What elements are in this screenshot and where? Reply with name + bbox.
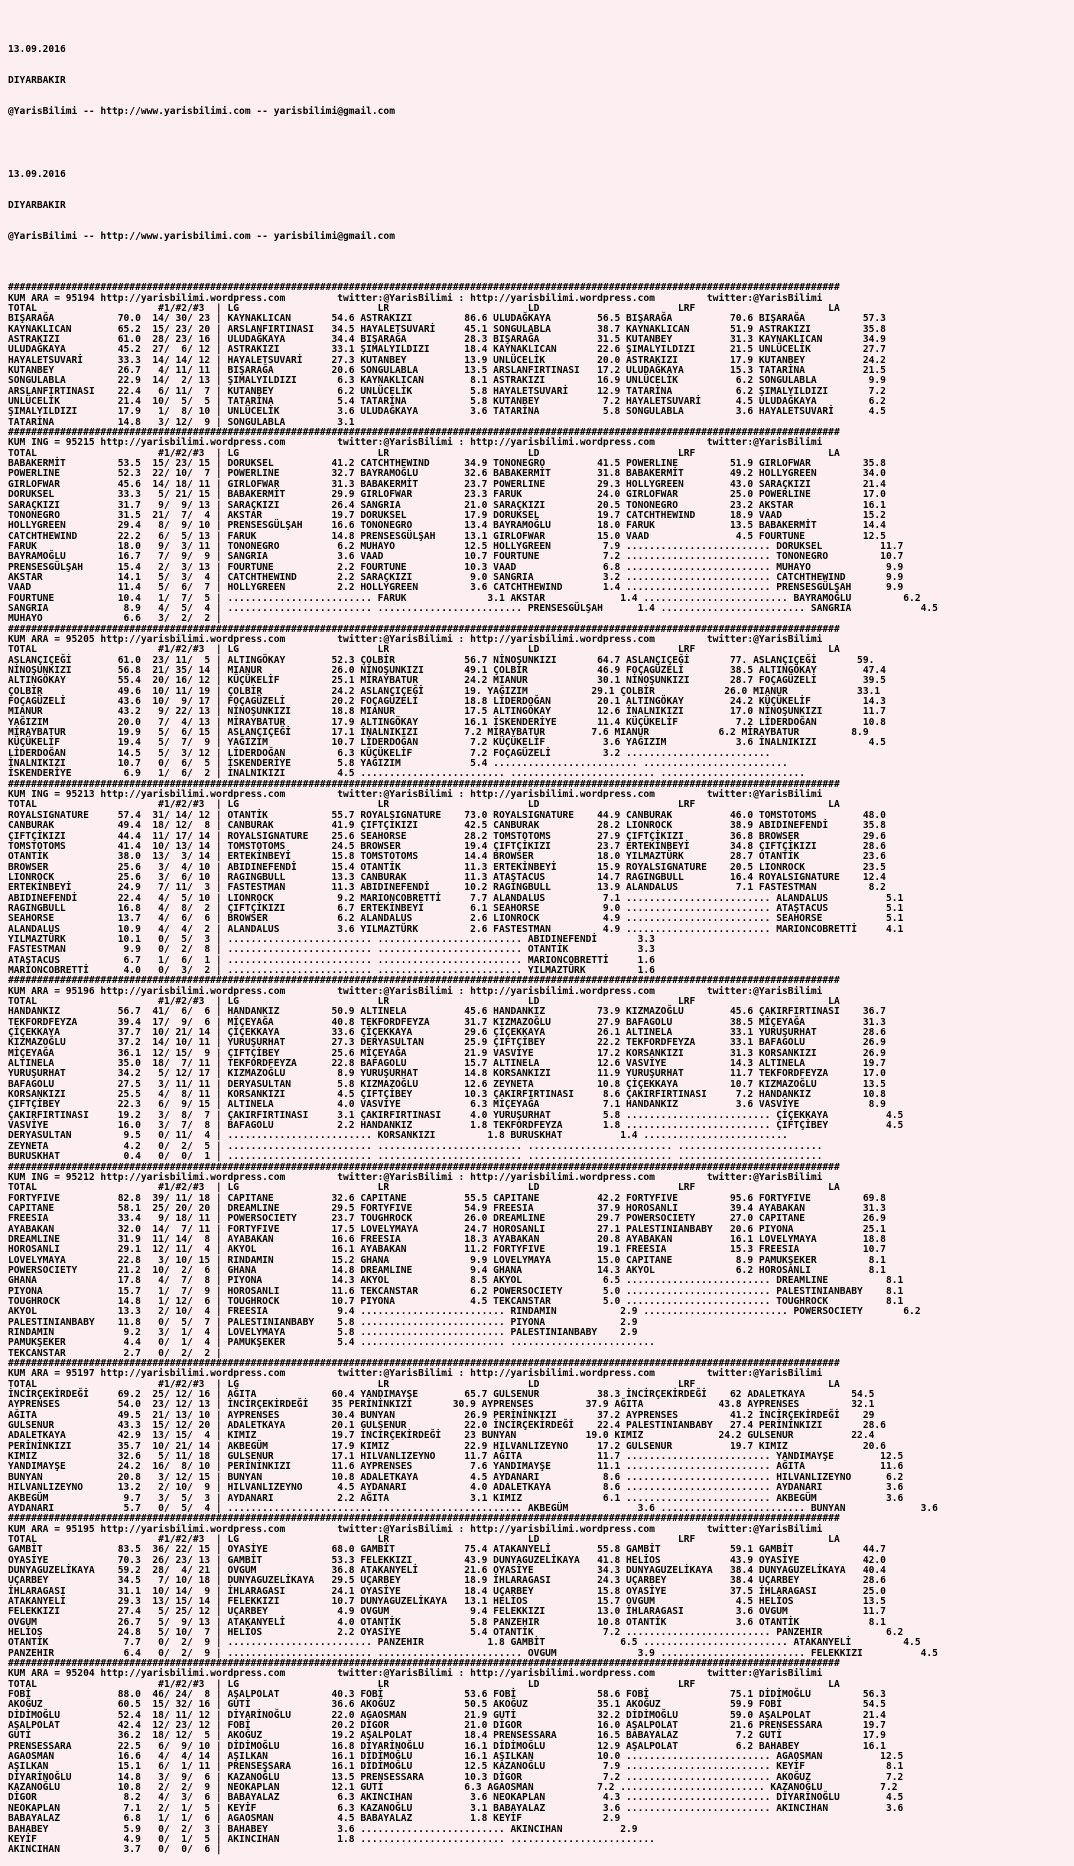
race-links: http://yarisbilimi.wordpress.com twitter:@YarisBilimi : http://yarisbilimi.wordpress.com twitter:@YarisBilimi	[100, 437, 823, 449]
horse-row: BURUSKHAT 0.4 0/ 0/ 1 | ......................... ......................... ......................... .........................	[8, 1151, 823, 1163]
horse-row: AGAOSMAN 16.6 4/ 4/ 14 | AŞILKAN 16.1 DİDİMOĞLU 16.1 AŞILKAN 10.0 ......................... AGAOSMAN 12.5	[8, 1751, 904, 1763]
column-header-row: TOTAL #1/#2/#3 | LG LR LD LRF LA	[8, 447, 840, 459]
horse-row: GHANA 17.8 4/ 7/ 8 | PIYONA 14.3 AKYOL 8.5 AKYOL 6.5 ......................... DREAMLINE 8.1	[8, 1275, 904, 1287]
horse-row: ATAKANYELİ 29.3 13/ 15/ 14 | FELEKKIZI 10.7 DUNYAGUZELİKAYA 13.1 HELİOS 15.7 OVGUM 4.5 HELİOS 13.5	[8, 1595, 886, 1607]
document-header	[8, 25, 1074, 263]
horse-row: NİNOŞUNKIZI 56.8 21/ 35/ 14 | MIANUR 26.0 NİNOŞUNKIZI 49.1 ÇOLBİR 46.9 FOÇAGÜZELİ 38.5 ALTINGÖKAY 47.4	[8, 665, 886, 676]
horse-row: TONONEGRO 31.5 21/ 7/ 4 | AKSTAR 19.7 DORUKSEL 17.9 DORUKSEL 19.7 CATCHTHEWIND 18.9 VAAD 15.2	[8, 509, 886, 521]
horse-row: AKINCIHAN 3.7 0/ 0/ 6 |	[8, 1844, 222, 1856]
horse-row: ÇIFTÇİBEY 22.3 6/ 9/ 15 | ALTINELA 4.0 VASVİYE 6.3 MİÇEYAĞA 7.1 HANDANKIZ 3.6 VASVİYE 8.9	[8, 1099, 886, 1111]
horse-row: LIONROCK 25.6 3/ 6/ 10 | RAGINGBULL 13.3 CANBURAK 11.3 ATAŞTACUS 14.7 RAGINGBULL 16.4 ROYALSIGNATURE 12.4	[8, 871, 886, 883]
horse-row: OTANTİK 7.7 0/ 2/ 9 | ......................... PANZEHIR 1.8 GAMBİT 6.5 ......................... ATAKANYELİ 4.5	[8, 1637, 921, 1649]
horse-row: TEKFORDFEYZA 39.4 17/ 9/ 6 | MİÇEYAĞA 40.8 TEKFORDFEYZA 31.7 KIZMAZOĞLU 27.9 BAFAGOLU 38.5 MİÇEYAĞA 31.3	[8, 1016, 886, 1028]
horse-row: PRENSESGÜLŞAH 15.4 2/ 3/ 13 | FOURTUNE 2.2 FOURTUNE 10.3 VAAD 6.8 ......................... MUHAYO 9.9	[8, 561, 904, 573]
horse-row: BAHABEY 5.9 0/ 2/ 3 | BAHABEY 3.6 ......................... AKINCIHAN 2.9	[8, 1823, 638, 1835]
horse-row: MİRAYBATUR 19.9 5/ 6/ 15 | ASLANÇIÇEĞİ 17.1 İNALNIKIZI 7.2 MİRAYBATUR 7.6 MIANUR 6.2 MİRAYBATUR 8.9	[8, 727, 869, 739]
horse-row: FOBİ 88.0 46/ 24/ 8 | AŞALPOLAT 40.3 FOBİ 53.6 FOBİ 58.6 FOBİ 75.1 DİDİMOĞLU 56.3	[8, 1689, 886, 1701]
race-code: KUM ARA = 95205	[8, 633, 101, 645]
horse-row: YURUŞURHAT 34.2 5/ 12/ 17 | KIZMAZOĞLU 8.9 YURUŞURHAT 14.8 KORSANKIZI 11.9 YURUŞURHAT 11.7 TEKFORDFEYZA 17.0	[8, 1068, 886, 1080]
horse-row: CANBURAK 49.4 18/ 12/ 8 | CANBURAK 41.9 ÇIFTÇİKIZI 42.5 CANBURAK 28.2 LIONROCK 38.9 ABIDINEFENDİ 35.8	[8, 820, 886, 832]
date-line: 13.09.2016	[8, 168, 66, 180]
horse-row: ÇOLBİR 49.6 10/ 11/ 19 | ÇOLBİR 24.2 ASLANÇIÇEĞİ 19. YAĞIZIM 29.1 ÇOLBİR 26.0 MIANUR 33.1	[8, 685, 881, 697]
race-block	[8, 1514, 1074, 1659]
horse-row: TEKCANSTAR 2.7 0/ 2/ 2 |	[8, 1347, 222, 1359]
horse-row: TOUGHROCK 14.8 1/ 12/ 6 | TOUGHROCK 10.7 PIYONA 4.5 TEKCANSTAR 5.0 ......................... TOUGHROCK 8.1	[8, 1295, 904, 1307]
race-block	[8, 625, 1074, 780]
horse-row: GULSENUR 43.3 15/ 12/ 20 | ADALETKAYA 20.1 GULSENUR 22.0 İNCİRÇEKİRDEĞİ 22.4 PALESTINIANBABY 27.4 PERİNİNKIZI 28.6	[8, 1420, 886, 1432]
column-header-row: TOTAL #1/#2/#3 | LG LR LD LRF LA	[8, 1182, 840, 1194]
horse-row: UÇARBEY 34.5 7/ 10/ 18 | DUNYAGUZELİKAYA 29.5 UÇARBEY 18.9 İHLARAGASI 24.3 UÇARBEY 38.4 UÇARBEY 28.6	[8, 1575, 886, 1587]
horse-row: UNLÜCELİK 21.4 10/ 5/ 5 | TATARİNA 5.4 TATARİNA 5.8 KUTANBEY 7.2 HAYALETSUVARİ 4.5 ULUDAĞKAYA 6.2	[8, 396, 886, 408]
blank-line	[8, 138, 1074, 148]
horse-row: PIYONA 15.7 1/ 7/ 9 | HOROSANLI 11.6 TEKCANSTAR 6.2 POWERSOCIETY 5.0 ......................... PALESTINIANBABY 8.1	[8, 1285, 904, 1297]
horse-row: BAFAGOLU 27.5 3/ 11/ 11 | DERYASULTAN 5.8 KIZMAZOĞLU 12.6 ZEYNETA 10.8 ÇİÇEKKAYA 10.7 KIZMAZOĞLU 13.5	[8, 1078, 886, 1090]
horse-row: ÇİÇEKKAYA 37.7 10/ 21/ 14 | ÇİÇEKKAYA 33.6 ÇİÇEKKAYA 29.6 ÇİÇEKKAYA 26.1 ALTINELA 33.1 YURUŞURHAT 28.6	[8, 1027, 886, 1039]
race-links: http://yarisbilimi.wordpress.com twitter:@YarisBilimi : http://yarisbilimi.wordpress.com twitter:@YarisBilimi	[100, 1171, 823, 1183]
horse-row: ADALETKAYA 42.9 13/ 15/ 4 | KIMIZ 19.7 İNCİRÇEKİRDEĞİ 23 BUNYAN 19.0 KIMIZ 24.2 GULSENUR 22.4	[8, 1430, 875, 1442]
column-header-row: TOTAL #1/#2/#3 | LG LR LD LRF LA	[8, 302, 840, 314]
horse-row: BAYRAMOĞLU 16.7 7/ 9/ 9 | SANGRIA 3.6 VAAD 10.7 FOURTUNE 7.2 ......................... TONONEGRO 10.7	[8, 551, 904, 563]
horse-row: VASVİYE 16.0 3/ 7/ 8 | BAFAGOLU 2.2 HANDANKIZ 1.8 TEKFORDFEYZA 1.8 ......................... ÇIFTÇİBEY 4.5	[8, 1120, 904, 1132]
horse-row: AŞILKAN 15.1 6/ 1/ 11 | PRENSEŞSARA 16.1 DİDİMOĞLU 12.5 KAZANOĞLU 7.9 ......................... KEYİF 8.1	[8, 1761, 904, 1773]
horse-row: MARIONCOBRETTİ 4.0 0/ 3/ 2 | ......................... ......................... YILMAZTÜRK 1.6	[8, 964, 655, 976]
horse-row: AĞITA 49.5 21/ 13/ 10 | AYPRENSES 30.4 BUNYAN 26.9 PERİNİNKIZI 37.2 AYPRENSES 41.2 İNCİRÇEKİRDEĞİ 29	[8, 1409, 875, 1421]
horse-row: OVGUM 26.7 5/ 9/ 13 | ATAKANYELİ 4.0 OTANTİK 5.8 PANZEHIR 10.8 OTANTİK 3.6 OTANTİK 8.1	[8, 1616, 886, 1628]
horse-row: HAYALETSUVARİ 33.3 14/ 14/ 12 | HAYALETSUVARİ 27.3 KUTANBEY 13.9 UNLÜCELİK 20.0 ASTRAKIZI 17.9 KUTANBEY 24.2	[8, 354, 886, 366]
race-links: http://yarisbilimi.wordpress.com twitter:@YarisBilimi : http://yarisbilimi.wordpress.com twitter:@YarisBilimi	[100, 1668, 823, 1680]
race-code: KUM ARA = 95204	[8, 1668, 101, 1680]
horse-row: YAĞIZIM 20.0 7/ 4/ 13 | MİRAYBATUR 17.9 ALTINGÖKAY 16.1 İSKENDERİYE 11.4 KÜÇÜKELİF 7.2 LİDERDOĞAN 10.8	[8, 716, 886, 728]
horse-row: DİDİMOĞLU 52.4 18/ 11/ 12 | DİYARİNOĞLU 22.0 AGAOSMAN 21.9 GUTİ 32.2 DİDİMOĞLU 59.0 AŞALPOLAT 21.4	[8, 1709, 886, 1721]
horse-row: ŞIMALYILDIZI 17.9 1/ 8/ 10 | UNLÜCELİK 3.6 ULUDAĞKAYA 3.6 TATARİNA 5.8 SONGULABLA 3.6 HAYALETSUVARİ 4.5	[8, 406, 886, 418]
race-list	[8, 283, 1074, 1855]
race-code: KUM ARA = 95197	[8, 1368, 101, 1380]
horse-row: GUTİ 36.2 18/ 12/ 5 | AKOĞUZ 19.2 AŞALPOLAT 18.4 PRENSESSARA 16.5 BABAYALAZ 7.2 GUTİ 17.9	[8, 1730, 886, 1742]
race-code: KUM ARA = 95196	[8, 985, 101, 997]
race-block	[8, 976, 1074, 1162]
horse-row: LİDERDOĞAN 14.5 5/ 3/ 12 | LİDERDOĞAN 6.3 KÜÇÜKELİF 7.2 FOÇAGÜZELİ 3.2 .........................	[8, 747, 771, 759]
horse-row: POWERSOCIETY 21.2 10/ 2/ 6 | GHANA 14.8 DREAMLINE 9.4 GHANA 14.3 AKYOL 6.2 HOROSANLI 8.1	[8, 1264, 886, 1276]
horse-row: ZEYNETA 4.2 0/ 2/ 5 | ......................... ......................... ......................... .........................	[8, 1140, 823, 1152]
horse-row: AYABAKAN 32.0 14/ 7/ 11 | FORTYFIVE 17.5 LOVELYMAYA 24.7 HOROSANLI 27.1 PALESTINIANBABY 20.6 PIYONA 25.1	[8, 1223, 886, 1235]
horse-row: DREAMLINE 31.9 11/ 14/ 8 | AYABAKAN 16.6 FREESIA 18.3 AYABAKAN 20.8 AYABAKAN 16.1 LOVELYMAYA 18.8	[8, 1233, 886, 1245]
horse-row: HANDANKIZ 56.7 41/ 6/ 6 | HANDANKIZ 50.9 ALTINELA 45.6 HANDANKIZ 73.9 KIZMAZOĞLU 45.6 ÇAKIRFIRTINASI 36.7	[8, 1006, 886, 1018]
horse-row: YILMAZTÜRK 10.1 0/ 5/ 3 | ......................... ......................... ABIDINEFENDİ 3.3	[8, 933, 655, 945]
horse-row: KIZMAZOĞLU 37.2 14/ 10/ 11 | YURUŞURHAT 27.3 DERYASULTAN 25.9 ÇIFTÇİBEY 22.2 TEKFORDFEYZA 33.1 BAFAGOLU 26.9	[8, 1037, 886, 1049]
horse-row: PALESTINIANBABY 11.8 0/ 5/ 7 | PALESTINIANBABY 5.8 ......................... PIYONA 2.9	[8, 1316, 638, 1328]
horse-row: VAAD 11.4 5/ 6/ 7 | HOLLYGREEN 2.2 HOLLYGREEN 3.6 CATCHTHEWIND 1.4 ......................... PRENSESGÜLŞAH 9.9	[8, 582, 904, 594]
city-line: DIYARBAKIR	[8, 75, 66, 87]
horse-row: AYDANARI 5.7 0/ 5/ 4 | ......................... ......................... AKBEGÜM 3.6 ......................... BUNYAN 3.6	[8, 1502, 938, 1514]
horse-row: OTANTİK 38.0 13/ 3/ 14 | ERTEKİNBEYİ 15.8 TOMSTOTOMS 14.4 BROWSER 18.0 YILMAZTÜRK 28.7 OTANTİK 23.6	[8, 851, 886, 863]
horse-row: NEOKAPLAN 7.1 2/ 1/ 5 | KEYİF 6.3 KAZANOĞLU 3.1 BABAYALAZ 3.6 ......................... AKINCIHAN 3.6	[8, 1802, 904, 1814]
horse-row: AYPRENSES 54.0 23/ 12/ 13 | İNCİRÇEKİRDEĞİ 35 PERİNİNKIZI 30.9 AYPRENSES 37.9 AĞITA 43.8 AYPRENSES 32.1	[8, 1399, 875, 1411]
horse-row: SONGULABLA 22.9 14/ 2/ 13 | ŞIMALYILDIZI 6.3 KAYNAKLICAN 8.1 ASTRAKIZI 16.9 UNLÜCELİK 6.2 SONGULABLA 9.9	[8, 375, 886, 387]
race-block	[8, 780, 1074, 977]
race-links: http://yarisbilimi.wordpress.com twitter:@YarisBilimi : http://yarisbilimi.wordpress.com twitter:@YarisBilimi	[100, 1368, 823, 1380]
horse-row: FELEKKIZI 27.4 5/ 25/ 12 | UÇARBEY 4.9 OVGUM 9.4 FELEKKIZI 13.0 İHLARAGASI 3.6 OVGUM 11.7	[8, 1606, 886, 1618]
horse-row: MIANUR 43.2 9/ 22/ 13 | NİNOŞUNKIZI 18.8 MIANUR 17.5 ALTINGÖKAY 12.6 İNALNIKIZI 17.0 NİNOŞUNKIZI 11.7	[8, 706, 886, 718]
horse-row: HELİOS 24.8 5/ 10/ 7 | HELİOS 2.2 OYASİYE 5.4 OTANTİK 7.2 ......................... PANZEHIR 6.2	[8, 1626, 904, 1638]
horse-row: DİYARİNOĞLU 14.8 3/ 9/ 6 | KAZANOĞLU 13.5 PRENSESSARA 10.3 DİGOR 7.2 ......................... AKOĞUZ 7.2	[8, 1771, 904, 1783]
race-code: KUM ING = 95212	[8, 1171, 101, 1183]
race-links: http://yarisbilimi.wordpress.com twitter:@YarisBilimi : http://yarisbilimi.wordpress.com twitter:@YarisBilimi	[100, 633, 823, 645]
horse-row: AKBEGÜM 9.7 3/ 5/ 3 | AYDANARI 2.2 AĞITA 3.1 KIMIZ 6.1 ......................... AKBEGÜM 3.6	[8, 1492, 904, 1504]
horse-row: KUTANBEY 26.7 4/ 11/ 11 | BIŞARAĞA 20.6 SONGULABLA 13.5 ARSLANFIRTINASI 17.2 ULUDAĞKAYA 15.3 TATARİNA 21.5	[8, 365, 886, 377]
horse-row: ULUDAĞKAYA 45.2 27/ 6/ 12 | ASTRAKIZI 33.1 ŞIMALYILDIZI 18.4 KAYNAKLICAN 22.6 ŞIMALYILDIZI 21.5 UNLÜCELİK 27.7	[8, 344, 886, 356]
race-code: KUM ING = 95215	[8, 437, 101, 449]
horse-row: PANZEHIR 6.4 0/ 2/ 9 | ......................... ......................... OVGUM 3.9 ......................... FELEKKIZI 4.5	[8, 1647, 938, 1659]
horse-row: FARUK 18.0 9/ 3/ 11 | TONONEGRO 6.2 MUHAYO 12.5 HOLLYGREEN 7.9 ......................... DORUKSEL 11.7	[8, 540, 904, 552]
horse-row: DİGOR 8.2 4/ 3/ 6 | BABAYALAZ 6.3 AKINCIHAN 3.6 NEOKAPLAN 4.3 ......................... DİYARİNOĞLU 4.5	[8, 1792, 904, 1804]
horse-row: RAGINGBULL 16.8 4/ 8/ 2 | ÇIFTÇİKIZI 6.7 ERTEKİNBEYİ 6.1 SEAHORSE 9.0 ......................... ATAŞTACUS 5.1	[8, 902, 904, 914]
contact-line: @YarisBilimi -- http://www.yarisbilimi.com -- yarisbilimi@gmail.com	[8, 230, 395, 242]
separator-line: ################################################################################################################################################	[8, 623, 840, 635]
horse-row: GAMBİT 83.5 36/ 22/ 15 | OYASİYE 68.0 GAMBİT 75.4 ATAKANYELİ 55.8 GAMBİT 59.1 GAMBİT 44.7	[8, 1544, 886, 1556]
horse-row: TATARİNA 14.8 3/ 12/ 9 | SONGULABLA 3.1	[8, 416, 355, 428]
horse-row: RINDAMIN 9.2 3/ 1/ 4 | LOVELYMAYA 5.8 ......................... PALESTINIANBABY 2.9	[8, 1327, 638, 1338]
horse-row: KORSANKIZI 25.5 4/ 8/ 11 | KORSANKIZI 4.5 ÇIFTÇİBEY 10.3 ÇAKIRFIRTINASI 8.6 ÇAKIRFIRTINASI 7.2 HANDANKIZ 10.8	[8, 1089, 886, 1101]
separator-line: ################################################################################################################################################	[8, 1513, 840, 1525]
contact-line: @YarisBilimi -- http://www.yarisbilimi.com -- yarisbilimi@gmail.com	[8, 106, 395, 118]
column-header-row: TOTAL #1/#2/#3 | LG LR LD LRF LA	[8, 644, 840, 656]
horse-row: İSKENDERİYE 6.9 1/ 6/ 2 | İNALNIKIZI 4.5 ......................... ......................... .........................	[8, 768, 806, 780]
horse-row: KAZANOĞLU 10.8 2/ 2/ 9 | NEOKAPLAN 12.1 GUTİ 6.3 AGAOSMAN 7.2 ......................... KAZANOĞLU 7.2	[8, 1782, 898, 1794]
city-line: DIYARBAKIR	[8, 199, 66, 211]
column-header-row: TOTAL #1/#2/#3 | LG LR LD LRF LA	[8, 1533, 840, 1545]
separator-line: ################################################################################################################################################	[8, 1161, 840, 1173]
horse-row: BUNYAN 20.8 3/ 12/ 15 | BUNYAN 10.8 ADALETKAYA 4.5 AYDANARI 8.6 ......................... HILVANLIZEYNO 6.2	[8, 1471, 904, 1483]
horse-row: ALTINELA 35.0 18/ 7/ 11 | TEKFORDFEYZA 22.8 BAFAGOLU 15.7 ALTINELA 12.6 VASVİYE 14.3 ALTINELA 19.7	[8, 1058, 886, 1070]
separator-line: ################################################################################################################################################	[8, 1658, 840, 1669]
horse-row: DERYASULTAN 9.5 0/ 11/ 4 | ......................... KORSANKIZI 1.8 BURUSKHAT 1.4 .........................	[8, 1130, 788, 1142]
separator-line: ################################################################################################################################################	[8, 778, 840, 790]
separator-line: ################################################################################################################################################	[8, 427, 840, 439]
race-block	[8, 1359, 1074, 1514]
race-links: http://yarisbilimi.wordpress.com twitter:@YarisBilimi : http://yarisbilimi.wordpress.com twitter:@YarisBilimi	[100, 1523, 823, 1535]
horse-row: AŞALPOLAT 42.4 12/ 23/ 12 | FOBİ 20.2 DİGOR 21.0 DİGOR 16.0 AŞALPOLAT 21.6 PRENSESSARA 19.7	[8, 1720, 886, 1732]
horse-row: PAMUKŞEKER 4.4 0/ 1/ 4 | PAMUKŞEKER 5.4 ......................... .........................	[8, 1337, 655, 1349]
race-code: KUM ARA = 95194	[8, 292, 101, 304]
horse-row: MUHAYO 6.6 3/ 2/ 2 |	[8, 613, 222, 625]
horse-row: SARAÇKIZI 31.7 9/ 9/ 13 | SARAÇKIZI 26.4 SANGRIA 21.0 SARAÇKIZI 20.5 TONONEGRO 23.2 AKSTAR 16.1	[8, 499, 886, 511]
horse-row: BIŞARAĞA 70.0 14/ 30/ 23 | KAYNAKLICAN 54.6 ASTRAKIZI 86.6 ULUDAĞKAYA 56.5 BIŞARAĞA 70.6 BIŞARAĞA 57.3	[8, 313, 886, 325]
horse-row: AKYOL 13.3 2/ 10/ 4 | FREESIA 9.4 ......................... RINDAMIN 2.9 ......................... POWERSOCIETY 6.2	[8, 1306, 921, 1318]
horse-row: PRENSESSARA 22.5 6/ 9/ 10 | DİDİMOĞLU 16.8 DİYARİNOĞLU 16.1 DİDİMOĞLU 12.9 AŞALPOLAT 6.2 BAHABEY 16.1	[8, 1740, 886, 1752]
horse-row: ABIDINEFENDİ 22.4 4/ 5/ 10 | LIONROCK 9.2 MARIONCOBRETTİ 7.7 ALANDALUS 7.1 ......................... ALANDALUS 5.1	[8, 892, 904, 904]
horse-row: ALTINGÖKAY 55.4 20/ 16/ 12 | KÜÇÜKELİF 25.1 MİRAYBATUR 24.2 MIANUR 30.1 NİNOŞUNKIZI 28.7 FOÇAGÜZELİ 39.5	[8, 675, 886, 687]
horse-row: YANDIMAYŞE 24.2 16/ 8/ 10 | PERİNİNKIZI 11.6 AYPRENSES 7.6 YANDIMAYŞE 11.1 ......................... AĞITA 11.6	[8, 1461, 904, 1473]
horse-row: DUNYAGUZELİKAYA 59.2 28/ 4/ 21 | OVGUM 36.8 ATAKANYELİ 21.6 OYASİYE 34.3 DUNYAGUZELİKAYA 38.4 DUNYAGUZELİKAYA 40.4	[8, 1564, 886, 1576]
horse-row: HILVANLIZEYNO 13.2 2/ 10/ 9 | HILVANLIZEYNO 4.5 AYDANARI 4.0 ADALETKAYA 8.6 ......................... AYDANARI 3.6	[8, 1482, 904, 1494]
column-header-row: TOTAL #1/#2/#3 | LG LR LD LRF LA	[8, 1378, 840, 1390]
race-links: http://yarisbilimi.wordpress.com twitter:@YarisBilimi : http://yarisbilimi.wordpress.com twitter:@YarisBilimi	[100, 789, 823, 801]
horse-row: MİÇEYAĞA 36.1 12/ 15/ 9 | ÇIFTÇİBEY 25.6 MİÇEYAĞA 21.9 VASVİYE 17.2 KORSANKIZI 31.3 KORSANKIZI 26.9	[8, 1047, 886, 1059]
horse-row: KEYİF 4.9 0/ 1/ 5 | AKINCIHAN 1.8 ......................... .........................	[8, 1833, 655, 1845]
horse-row: ÇIFTÇİKIZI 44.4 11/ 17/ 14 | ROYALSIGNATURE 25.6 SEAHORSE 28.2 TOMSTOTOMS 27.9 ÇIFTÇİKIZI 36.8 BROWSER 29.6	[8, 830, 886, 842]
horse-row: AKOĞUZ 60.5 15/ 32/ 16 | GUTİ 36.6 AKOĞUZ 50.5 AKOĞUZ 35.1 AKOĞUZ 59.9 FOBİ 54.5	[8, 1699, 886, 1711]
horse-row: FREESIA 33.4 9/ 18/ 11 | POWERSOCIETY 23.7 TOUGHROCK 26.0 DREAMLINE 29.7 POWERSOCIETY 27.0 CAPITANE 26.9	[8, 1213, 886, 1225]
race-block	[8, 1163, 1074, 1360]
race-block	[8, 428, 1074, 625]
horse-row: FOURTUNE 10.4 1/ 7/ 5 | ......................... FARUK 3.1 AKSTAR 1.4 ......................... BAYRAMOĞLU 6.2	[8, 592, 921, 604]
horse-row: ROYALSIGNATURE 57.4 31/ 14/ 12 | OTANTİK 55.7 ROYALSIGNATURE 73.0 ROYALSIGNATURE 44.9 CANBURAK 46.0 TOMSTOTOMS 48.0	[8, 809, 886, 821]
horse-row: İHLARAGASI 31.1 10/ 14/ 9 | İHLARAGASI 24.1 OYASİYE 18.4 UÇARBEY 15.8 OYASİYE 37.5 İHLARAGASI 25.0	[8, 1585, 886, 1597]
race-code: KUM ING = 95213	[8, 789, 101, 801]
horse-row: TOMSTOTOMS 41.4 10/ 13/ 14 | TOMSTOTOMS 24.5 BROWSER 19.4 ÇIFTÇİKIZI 23.7 ERTEKİNBEYİ 34.8 ÇIFTÇİKIZI 28.6	[8, 840, 886, 852]
horse-row: OYASİYE 70.3 26/ 23/ 13 | GAMBİT 53.3 FELEKKIZI 43.9 DUNYAGUZELİKAYA 41.8 HELİOS 43.9 OYASİYE 42.0	[8, 1554, 886, 1566]
horse-row: İNALNIKIZI 10.7 0/ 6/ 5 | İSKENDERİYE 5.8 YAĞIZIM 5.4 ......................... .........................	[8, 758, 788, 770]
column-header-row: TOTAL #1/#2/#3 | LG LR LD LRF LA	[8, 799, 840, 811]
horse-row: ERTEKİNBEYİ 24.9 7/ 11/ 3 | FASTESTMAN 11.3 ABIDINEFENDİ 10.2 RAGINGBULL 13.9 ALANDALUS 7.1 FASTESTMAN 8.2	[8, 882, 886, 894]
horse-row: BABAKERMİT 53.5 15/ 23/ 15 | DORUKSEL 41.2 CATCHTHEWIND 34.9 TONONEGRO 41.5 POWERLINE 51.9 GIRLOFWAR 35.8	[8, 458, 886, 470]
separator-line: ################################################################################################################################################	[8, 975, 840, 987]
horse-row: ASLANÇIÇEĞİ 61.0 23/ 11/ 5 | ALTINGÖKAY 52.3 ÇOLBİR 56.7 NİNOŞUNKIZI 64.7 ASLANÇIÇEĞİ 77. ASLANÇIÇEĞİ 59.	[8, 654, 875, 666]
horse-row: LOVELYMAYA 22.8 3/ 10/ 15 | RINDAMIN 15.2 GHANA 9.9 LOVELYMAYA 15.0 CAPITANE 8.9 PAMUKŞEKER 8.1	[8, 1254, 886, 1266]
horse-row: İNCİRÇEKİRDEĞİ 69.2 25/ 12/ 16 | AĞITA 60.4 YANDIMAYŞE 65.7 GULSENUR 38.3 İNCİRÇEKİRDEĞİ 62 ADALETKAYA 54.5	[8, 1389, 875, 1401]
separator-line: ################################################################################################################################################	[8, 282, 840, 294]
race-block	[8, 283, 1074, 428]
horse-row: GIRLOFWAR 45.6 14/ 18/ 11 | GIRLOFWAR 31.3 BABAKERMİT 23.7 POWERLINE 29.3 HOLLYGREEN 43.0 SARAÇKIZI 21.4	[8, 478, 886, 490]
horse-row: KIMIZ 32.6 5/ 11/ 18 | GULSENUR 17.1 HILVANLIZEYNO 11.7 AĞITA 11.7 ......................... YANDIMAYŞE 12.5	[8, 1451, 904, 1463]
horse-row: PERİNİNKIZI 35.7 10/ 21/ 14 | AKBEGÜM 17.9 KIMIZ 22.9 HILVANLIZEYNO 17.2 GULSENUR 19.7 KIMIZ 20.6	[8, 1440, 886, 1452]
horse-row: ALANDALUS 10.9 4/ 4/ 2 | ALANDALUS 3.6 YILMAZTÜRK 2.6 FASTESTMAN 4.9 ......................... MARIONCOBRETTİ 4.1	[8, 923, 904, 935]
horse-row: FASTESTMAN 9.9 0/ 2/ 8 | ......................... ......................... OTANTİK 3.3	[8, 944, 655, 956]
horse-row: BROWSER 25.6 3/ 4/ 10 | ABIDINEFENDİ 15.4 OTANTİK 11.3 ERTEKİNBEYİ 15.9 ROYALSIGNATURE 20.5 LIONROCK 23.5	[8, 861, 886, 873]
horse-row: KÜÇÜKELİF 19.4 5/ 7/ 9 | YAĞIZIM 10.7 LİDERDOĞAN 7.2 KÜÇÜKELİF 3.6 YAĞIZIM 3.6 İNALNIKIZI 4.5	[8, 737, 886, 749]
separator-line: ################################################################################################################################################	[8, 1358, 840, 1370]
column-header-row: TOTAL #1/#2/#3 | LG LR LD LRF LA	[8, 996, 840, 1007]
race-links: http://yarisbilimi.wordpress.com twitter:@YarisBilimi : http://yarisbilimi.wordpress.com twitter:@YarisBilimi	[100, 292, 823, 304]
horse-row: AKSTAR 14.1 5/ 3/ 4 | CATCHTHEWIND 2.2 SARAÇKIZI 9.0 SANGRIA 3.2 ......................... CATCHTHEWIND 9.9	[8, 571, 904, 583]
horse-row: KAYNAKLICAN 65.2 15/ 23/ 20 | ARSLANFIRTINASI 34.5 HAYALETSUVARİ 45.1 SONGULABLA 38.7 KAYNAKLICAN 51.9 ASTRAKIZI 35.8	[8, 323, 886, 335]
horse-row: SANGRIA 8.9 4/ 5/ 4 | ......................... ......................... PRENSESGÜLŞAH 1.4 ......................... SANGRIA 4.5	[8, 602, 938, 614]
horse-row: CAPITANE 58.1 25/ 20/ 20 | DREAMLINE 29.5 FORTYFIVE 54.9 FREESIA 37.9 HOROSANLI 39.4 AYABAKAN 31.3	[8, 1202, 886, 1214]
horse-row: SEAHORSE 13.7 4/ 6/ 6 | BROWSER 6.2 ALANDALUS 2.6 LIONROCK 4.9 ......................... SEAHORSE 5.1	[8, 913, 904, 925]
horse-row: ÇAKIRFIRTINASI 19.2 3/ 8/ 7 | ÇAKIRFIRTINASI 3.1 ÇAKIRFIRTINASI 4.0 YURUŞURHAT 5.8 ......................... ÇİÇEKKAYA 4.5	[8, 1109, 904, 1121]
horse-row: BABAYALAZ 6.8 1/ 1/ 6 | AGAOSMAN 4.5 BABAYALAZ 1.8 KEYİF 2.9	[8, 1813, 621, 1825]
race-links: http://yarisbilimi.wordpress.com twitter:@YarisBilimi : http://yarisbilimi.wordpress.com twitter:@YarisBilimi	[100, 985, 823, 997]
horse-row: ATAŞTACUS 6.7 1/ 6/ 1 | ......................... ......................... MARIONCOBRETTİ 1.6	[8, 954, 655, 966]
date-line: 13.09.2016	[8, 44, 66, 56]
horse-row: HOROSANLI 29.1 12/ 11/ 4 | AKYOL 16.1 AYABAKAN 11.2 FORTYFIVE 19.1 FREESIA 15.3 FREESIA 10.7	[8, 1244, 886, 1256]
race-code: KUM ARA = 95195	[8, 1523, 101, 1535]
column-header-row: TOTAL #1/#2/#3 | LG LR LD LRF LA	[8, 1678, 840, 1690]
horse-row: ASTRAKIZI 61.0 28/ 23/ 16 | ULUDAĞKAYA 34.4 BIŞARAĞA 28.3 BIŞARAĞA 31.5 KUTANBEY 31.3 KAYNAKLICAN 34.9	[8, 334, 886, 345]
horse-row: FOÇAGÜZELİ 43.6 10/ 9/ 17 | FOÇAGÜZELİ 20.2 FOÇAGÜZELİ 18.8 LİDERDOĞAN 20.1 ALTINGÖKAY 24.2 KÜÇÜKELİF 14.3	[8, 696, 886, 708]
race-block	[8, 1659, 1074, 1856]
horse-row: POWERLINE 52.3 22/ 10/ 7 | POWERLINE 32.7 BAYRAMOĞLU 32.6 BABAKERMİT 31.8 BABAKERMİT 49.2 HOLLYGREEN 34.0	[8, 468, 886, 480]
horse-row: HOLLYGREEN 29.4 8/ 9/ 10 | PRENSESGÜLŞAH 16.6 TONONEGRO 13.4 BAYRAMOĞLU 18.0 FARUK 13.5 BABAKERMİT 14.4	[8, 520, 886, 532]
horse-row: ARSLANFIRTINASI 22.4 6/ 11/ 7 | KUTANBEY 6.2 UNLÜCELİK 5.8 HAYALETSUVARİ 12.9 TATARİNA 6.2 ŞIMALYILDIZI 7.2	[8, 385, 886, 397]
horse-row: FORTYFIVE 82.8 39/ 11/ 18 | CAPITANE 32.6 CAPITANE 55.5 CAPITANE 42.2 FORTYFIVE 95.6 FORTYFIVE 69.8	[8, 1192, 886, 1204]
horse-row: DORUKSEL 33.3 5/ 21/ 15 | BABAKERMİT 29.9 GIRLOFWAR 23.3 FARUK 24.0 GIRLOFWAR 25.0 POWERLINE 17.0	[8, 489, 886, 501]
horse-row: CATCHTHEWIND 22.2 6/ 5/ 13 | FARUK 14.8 PRENSESGÜLŞAH 13.1 GIRLOFWAR 15.0 VAAD 4.5 FOURTUNE 12.5	[8, 530, 886, 542]
